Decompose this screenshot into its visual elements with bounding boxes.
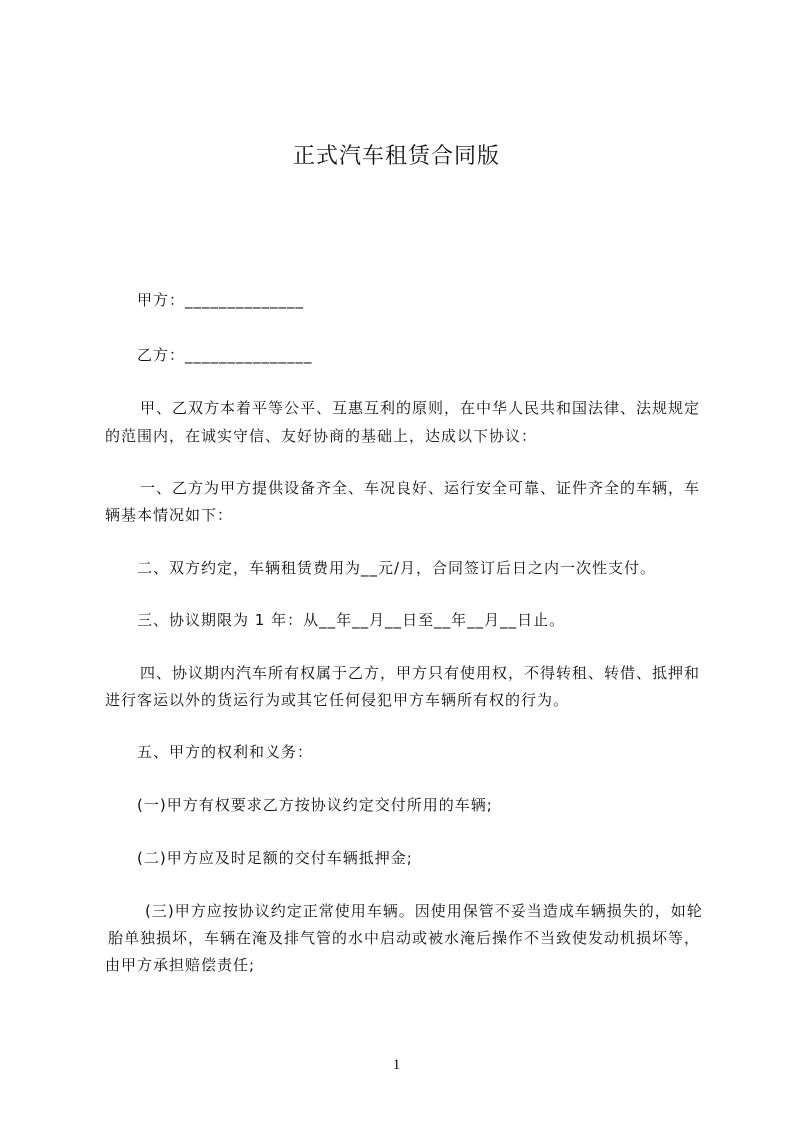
clause-5-heading: 五、甲方的权利和义务：: [137, 743, 314, 761]
clause-1-line: 一、乙方为甲方提供设备齐全、车况良好、运行安全可靠、证件齐全的车辆，车: [140, 479, 701, 497]
clause-4-line: 进行客运以外的货运行为或其它任何侵犯甲方车辆所有权的行为。: [105, 691, 570, 709]
party-b-line: 乙方：_______________: [137, 346, 313, 364]
clause-4-line: 四、协议期内汽车所有权属于乙方，甲方只有使用权，不得转租、转借、抵押和: [140, 664, 701, 682]
clause-5-item-3-line: 胎单独损坏，车辆在淹及排气管的水中启动或被水淹后操作不当致使发动机损坏等，: [108, 929, 701, 947]
page-number: 1: [392, 1057, 401, 1073]
clause-5-item-3-line: 由甲方承担赔偿责任;: [105, 956, 256, 974]
preamble-line: 甲、乙双方本着平等公平、互惠互利的原则，在中华人民共和国法律、法规规定: [140, 399, 701, 417]
preamble-line: 的范围内，在诚实守信、友好协商的基础上，达成以下协议：: [105, 427, 538, 445]
clause-5-item-2: (二)甲方应及时足额的交付车辆抵押金;: [137, 849, 413, 867]
document-title: 正式汽车租赁合同版: [292, 144, 500, 169]
clause-3-paragraph: 三、协议期限为 1 年：从__年__月__日至__年__月__日止。: [137, 611, 566, 629]
clause-5-item-3-line: (三)甲方应按协议约定正常使用车辆。因使用保管不妥当造成车辆损失的，如轮: [145, 902, 703, 920]
clause-2-paragraph: 二、双方约定，车辆租赁费用为__元/月，合同签订后日之内一次性支付。: [137, 559, 657, 577]
clause-1-line: 辆基本情况如下：: [105, 506, 234, 524]
clause-5-item-1: (一)甲方有权要求乙方按协议约定交付所用的车辆;: [137, 796, 493, 814]
party-a-line: 甲方：______________: [137, 291, 305, 309]
